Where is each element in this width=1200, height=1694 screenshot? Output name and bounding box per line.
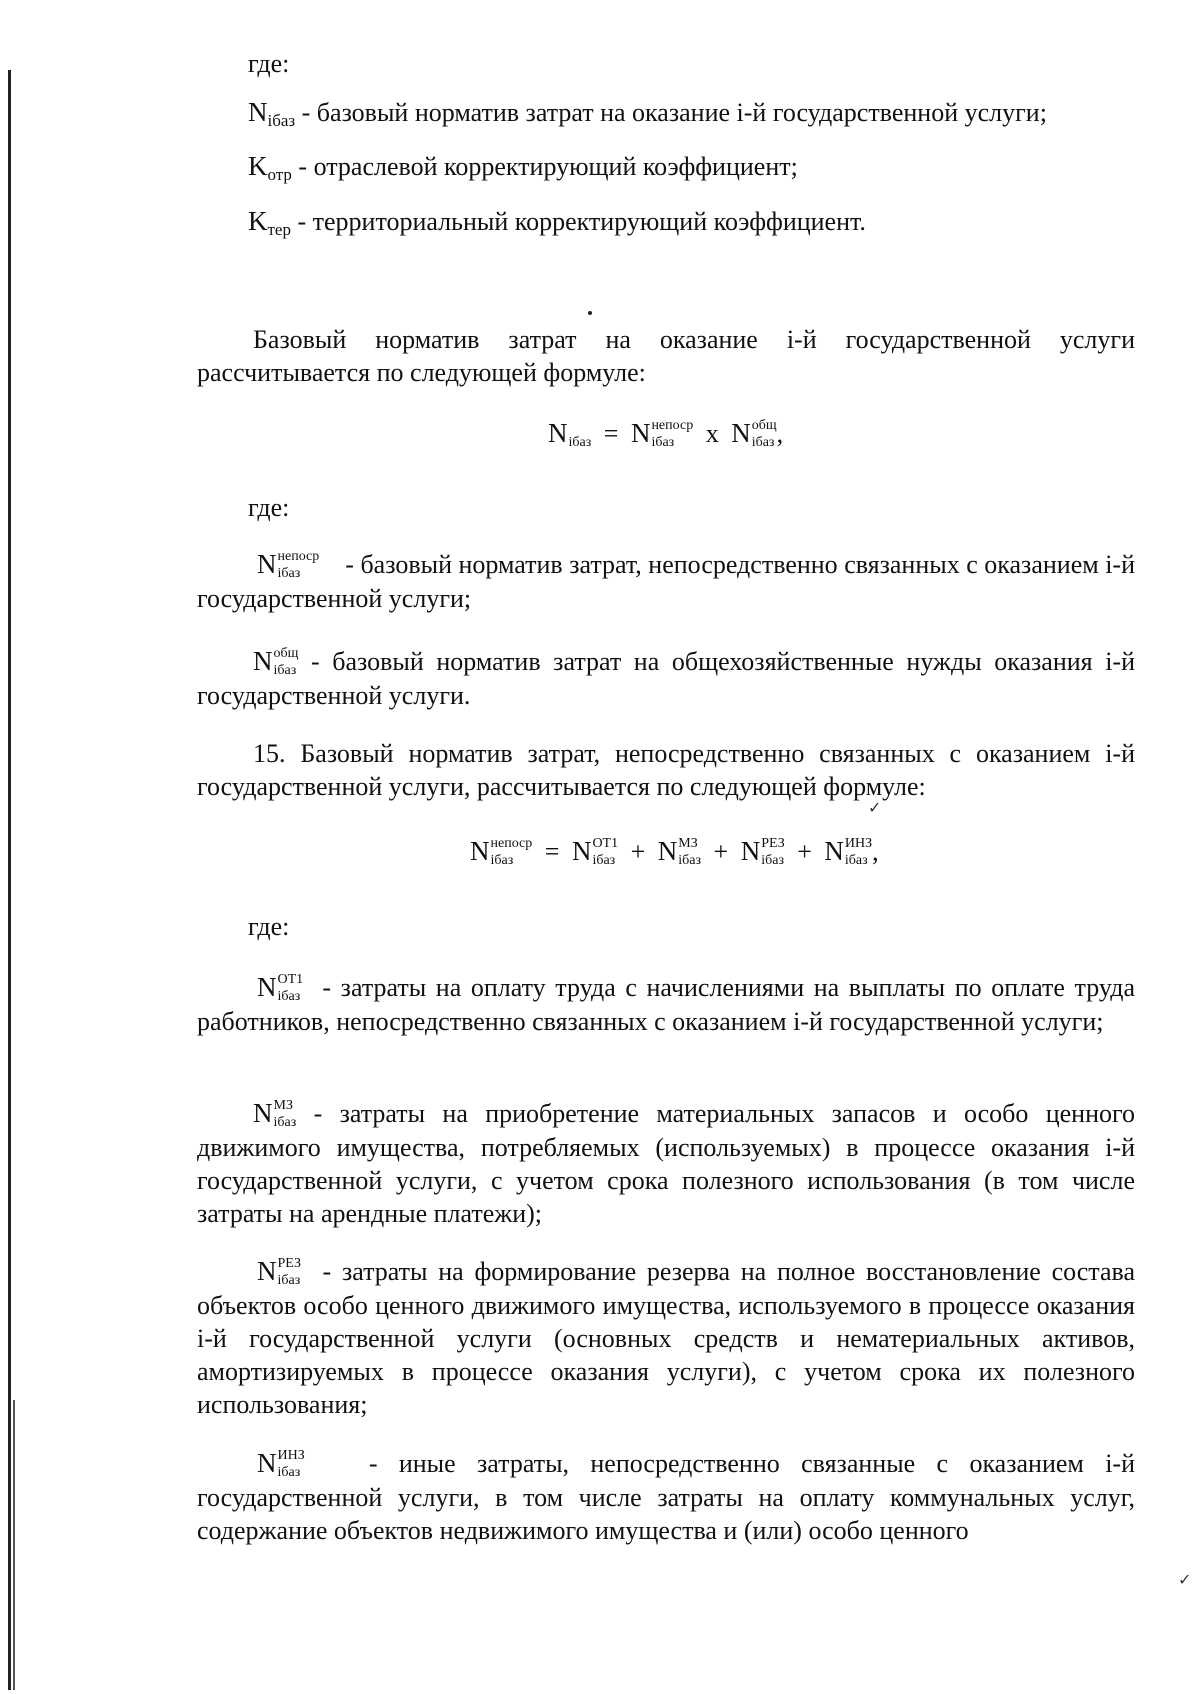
definition-n-inz: N ИНЗ iбаз - иные затраты, непосредственно связанные с оказанием i-й государственной услуги, в том числе затраты на оплату коммунальных услуг, содержание объектов недвижимого имущества и (или) особо ценного <box>197 1448 1136 1546</box>
symbol-k: K <box>248 206 268 236</box>
plus-sign: + <box>713 837 729 866</box>
multiply-sign: x <box>705 419 719 448</box>
scan-binding-edge <box>8 70 11 1690</box>
definition-k-otr <box>248 150 1148 191</box>
paragraph-base-norm: Базовый норматив затрат на оказание i-й государственной услуги рассчитывается по следующей формуле: <box>197 325 1135 387</box>
symbol-indices: непоср iбаз <box>277 549 320 582</box>
scan-binding-edge-secondary <box>13 1400 15 1690</box>
symbol-n: N <box>248 97 268 127</box>
scan-speck <box>588 311 592 315</box>
formula-term-n: N <box>630 418 651 448</box>
formula-term-indices: ОТ1 iбаз <box>592 836 619 869</box>
symbol-subscript: отр <box>267 165 292 184</box>
symbol-indices: общ iбаз <box>273 646 299 679</box>
where-label-2: где: <box>248 493 290 522</box>
formula-lhs-indices: iбаз <box>568 435 592 451</box>
definition-text: - затраты на формирование резерва на полное восстановление состава объектов особо ценного движимого имущества, используемого в процессе оказания i-й государственной услуги (основных средств и нематериальных активов, амортизируемых в процессе оказания услуги), с учетом срока их полезного использования; <box>197 1257 1135 1420</box>
paragraph-15: 15. Базовый норматив затрат, непосредственно связанных с оказанием i-й государственной услуги, рассчитывается по следующей формуле: <box>197 739 1135 801</box>
formula-lhs-indices: непоср iбаз <box>490 836 533 869</box>
formula-lhs-n: N <box>548 418 568 448</box>
definition-n-rez: N РЕЗ iбаз - затраты на формирование резерва на полное восстановление состава объектов особо ценного движимого имущества, используемого в процессе оказания i-й государственной услуги (основных средств и нематериальных активов, амортизируемых в процессе оказания услуги), с учетом срока их полезного использования; <box>197 1256 1135 1420</box>
plus-sign: + <box>630 837 646 866</box>
symbol-indices: МЗ iбаз <box>273 1098 297 1131</box>
definition-text: - базовый норматив затрат на общехозяйственные нужды оказания i-й государственной услуги. <box>197 647 1136 711</box>
definition-k-ter <box>248 205 1148 246</box>
formula-direct-costs: N непоср iбаз = N ОТ1 iбаз + N МЗ iбаз + N РЕЗ iбаз + N ИНЗ iбаз , <box>470 836 879 869</box>
definition-text: - иные затраты, непосредственно связанные с оказанием i-й государственной услуги, в том числе затраты на оплату коммунальных услуг, содержание объектов недвижимого имущества и (или) особо ценного <box>197 1449 1136 1546</box>
definition-text: - отраслевой корректирующий коэффициент; <box>291 152 798 181</box>
definition-text: - базовый норматив затрат на оказание i-й государственной услуги; <box>295 98 1047 127</box>
where-label-3: где: <box>248 912 290 941</box>
formula-tail: , <box>872 837 879 866</box>
formula-term-indices: общ iбаз <box>751 418 777 451</box>
symbol-subscript: iбаз <box>267 111 296 130</box>
definition-text: - затраты на оплату труда с начислениями на выплаты по оплате труда работников, непосредственно связанных с оказанием i-й государственной услуги; <box>197 973 1135 1037</box>
definition-n-obsh: N общ iбаз - базовый норматив затрат на общехозяйственные нужды оказания i-й государственной услуги. <box>197 646 1136 711</box>
formula-term-indices: непоср iбаз <box>651 418 694 451</box>
symbol-indices: РЕЗ iбаз <box>277 1256 302 1289</box>
symbol-k: K <box>248 151 268 181</box>
symbol-indices: ОТ1 iбаз <box>277 972 304 1005</box>
formula-base-norm <box>548 418 783 451</box>
equals-sign: = <box>603 419 619 448</box>
definition-n-ibaz <box>248 96 1148 137</box>
scan-speck: ✓ <box>1178 1572 1192 1589</box>
symbol-subscript: тер <box>267 220 291 239</box>
formula-term-indices: МЗ iбаз <box>678 836 702 869</box>
definition-text: - территориальный корректирующий коэффициент. <box>290 207 866 236</box>
formula-tail: , <box>776 419 784 448</box>
where-label-1: где: <box>248 49 290 78</box>
definition-text: - затраты на приобретение материальных запасов и особо ценного движимого имущества, потребляемых (используемых) в процессе оказания i-й государственной услуги, с учетом срока полезного использования (в том числе затраты на арендные платежи); <box>197 1099 1135 1229</box>
plus-sign: + <box>797 837 812 866</box>
definition-n-neposr: N непоср iбаз - базовый норматив затрат, непосредственно связанных с оказанием i-й государственной услуги; <box>197 549 1135 614</box>
formula-term-indices: ИНЗ iбаз <box>844 836 873 869</box>
symbol-indices: ИНЗ iбаз <box>277 1448 305 1481</box>
definition-n-ot1: N ОТ1 iбаз - затраты на оплату труда с начислениями на выплаты по оплате труда работников, непосредственно связанных с оказанием i-й государственной услуги; <box>197 972 1135 1037</box>
definition-n-mz: N МЗ iбаз - затраты на приобретение материальных запасов и особо ценного движимого имущества, потребляемых (используемых) в процессе оказания i-й государственной услуги, с учетом срока полезного использования (в том числе затраты на арендные платежи); <box>197 1098 1135 1229</box>
scan-speck: ✓ <box>868 800 882 817</box>
formula-term-indices: РЕЗ iбаз <box>761 836 785 869</box>
equals-sign: = <box>544 837 560 866</box>
definition-text: - базовый норматив затрат, непосредственно связанных с оказанием i-й государственной услуги; <box>197 550 1135 614</box>
formula-term-n: N <box>731 418 751 448</box>
